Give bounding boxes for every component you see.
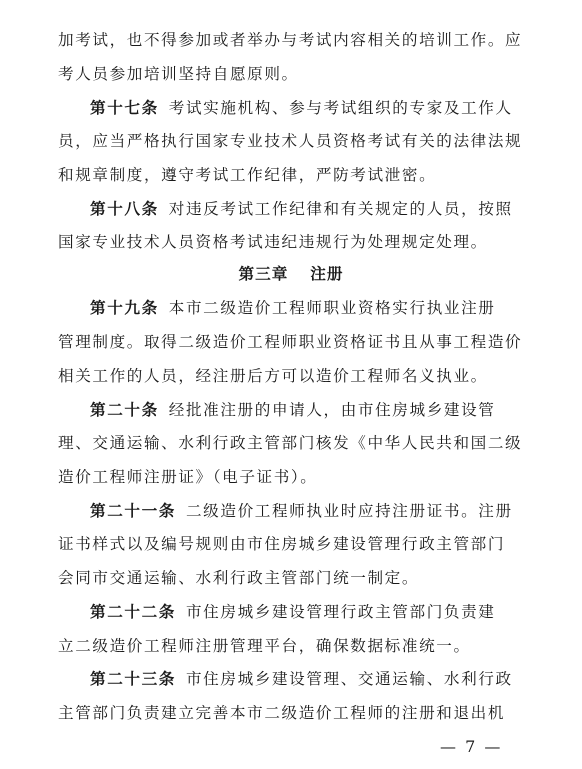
line-text: 加考试，也不得参加或者举办与考试内容相关的培训工作。应 xyxy=(58,31,523,49)
text-line xyxy=(58,534,528,554)
line-text: 考试实施机构、参与考试组织的专家及工作人 xyxy=(168,99,513,117)
line-text: 造价工程师注册证》（电子证书）。 xyxy=(58,468,318,486)
article-number: 第二十条 xyxy=(90,400,159,419)
article-22 xyxy=(90,602,530,622)
article-number: 第二十一条 xyxy=(90,501,176,520)
line-text: 市住房城乡建设管理、交通运输、水利行政 xyxy=(185,670,513,688)
chapter-title: 注册 xyxy=(310,265,344,283)
article-number: 第十九条 xyxy=(90,298,159,317)
text-line xyxy=(58,703,528,723)
line-text: 相关工作的人员，经注册后方可以造价工程师名义执业。 xyxy=(58,367,488,385)
chapter-number: 第三章 xyxy=(238,265,289,283)
text-line xyxy=(58,568,528,588)
article-21 xyxy=(90,501,530,521)
line-text: 员，应当严格执行国家专业技术人员资格考试有关的法律法规 xyxy=(58,132,523,150)
line-text: 本市二级造价工程师职业资格实行执业注册 xyxy=(168,299,496,317)
line-text: 和规章制度，遵守考试工作纪律，严防考试泄密。 xyxy=(58,166,437,184)
text-line xyxy=(58,165,528,185)
text-line xyxy=(58,366,528,386)
line-text: 证书样式以及编号规则由市住房城乡建设管理行政主管部门 xyxy=(58,535,506,553)
line-text: 管理制度。取得二级造价工程师职业资格证书且从事工程造价 xyxy=(58,333,523,351)
line-text: 市住房城乡建设管理行政主管部门负责建 xyxy=(185,603,496,621)
text-line xyxy=(58,232,528,252)
text-line xyxy=(58,332,528,352)
text-line xyxy=(58,30,528,50)
article-20 xyxy=(90,400,530,420)
page-number: — 7 — xyxy=(440,737,503,756)
article-23 xyxy=(90,669,530,689)
line-text: 国家专业技术人员资格考试违纪违规行为处理规定处理。 xyxy=(58,233,488,251)
text-line xyxy=(58,636,528,656)
line-text: 对违反考试工作纪律和有关规定的人员，按照 xyxy=(168,200,513,218)
line-text: 主管部门负责建立完善本市二级造价工程师的注册和退出机 xyxy=(58,704,506,722)
article-18 xyxy=(90,199,530,219)
chapter-heading xyxy=(0,264,582,284)
line-text: 经批准注册的申请人，由市住房城乡建设管 xyxy=(168,401,496,419)
article-number: 第二十二条 xyxy=(90,602,176,621)
article-19 xyxy=(90,298,530,318)
article-number: 第二十三条 xyxy=(90,669,176,688)
line-text: 立二级造价工程师注册管理平台，确保数据标准统一。 xyxy=(58,637,471,655)
line-text: 理、交通运输、水利行政主管部门核发《中华人民共和国二级 xyxy=(58,434,523,452)
text-line xyxy=(58,131,528,151)
text-line xyxy=(58,64,528,84)
text-line xyxy=(58,433,528,453)
article-17 xyxy=(90,98,530,118)
text-line xyxy=(58,467,528,487)
line-text: 二级造价工程师执业时应持注册证书。注册 xyxy=(185,502,513,520)
article-number: 第十八条 xyxy=(90,199,159,218)
article-number: 第十七条 xyxy=(90,98,159,117)
line-text: 会同市交通运输、水利行政主管部门统一制定。 xyxy=(58,569,420,587)
line-text: 考人员参加培训坚持自愿原则。 xyxy=(58,65,299,83)
